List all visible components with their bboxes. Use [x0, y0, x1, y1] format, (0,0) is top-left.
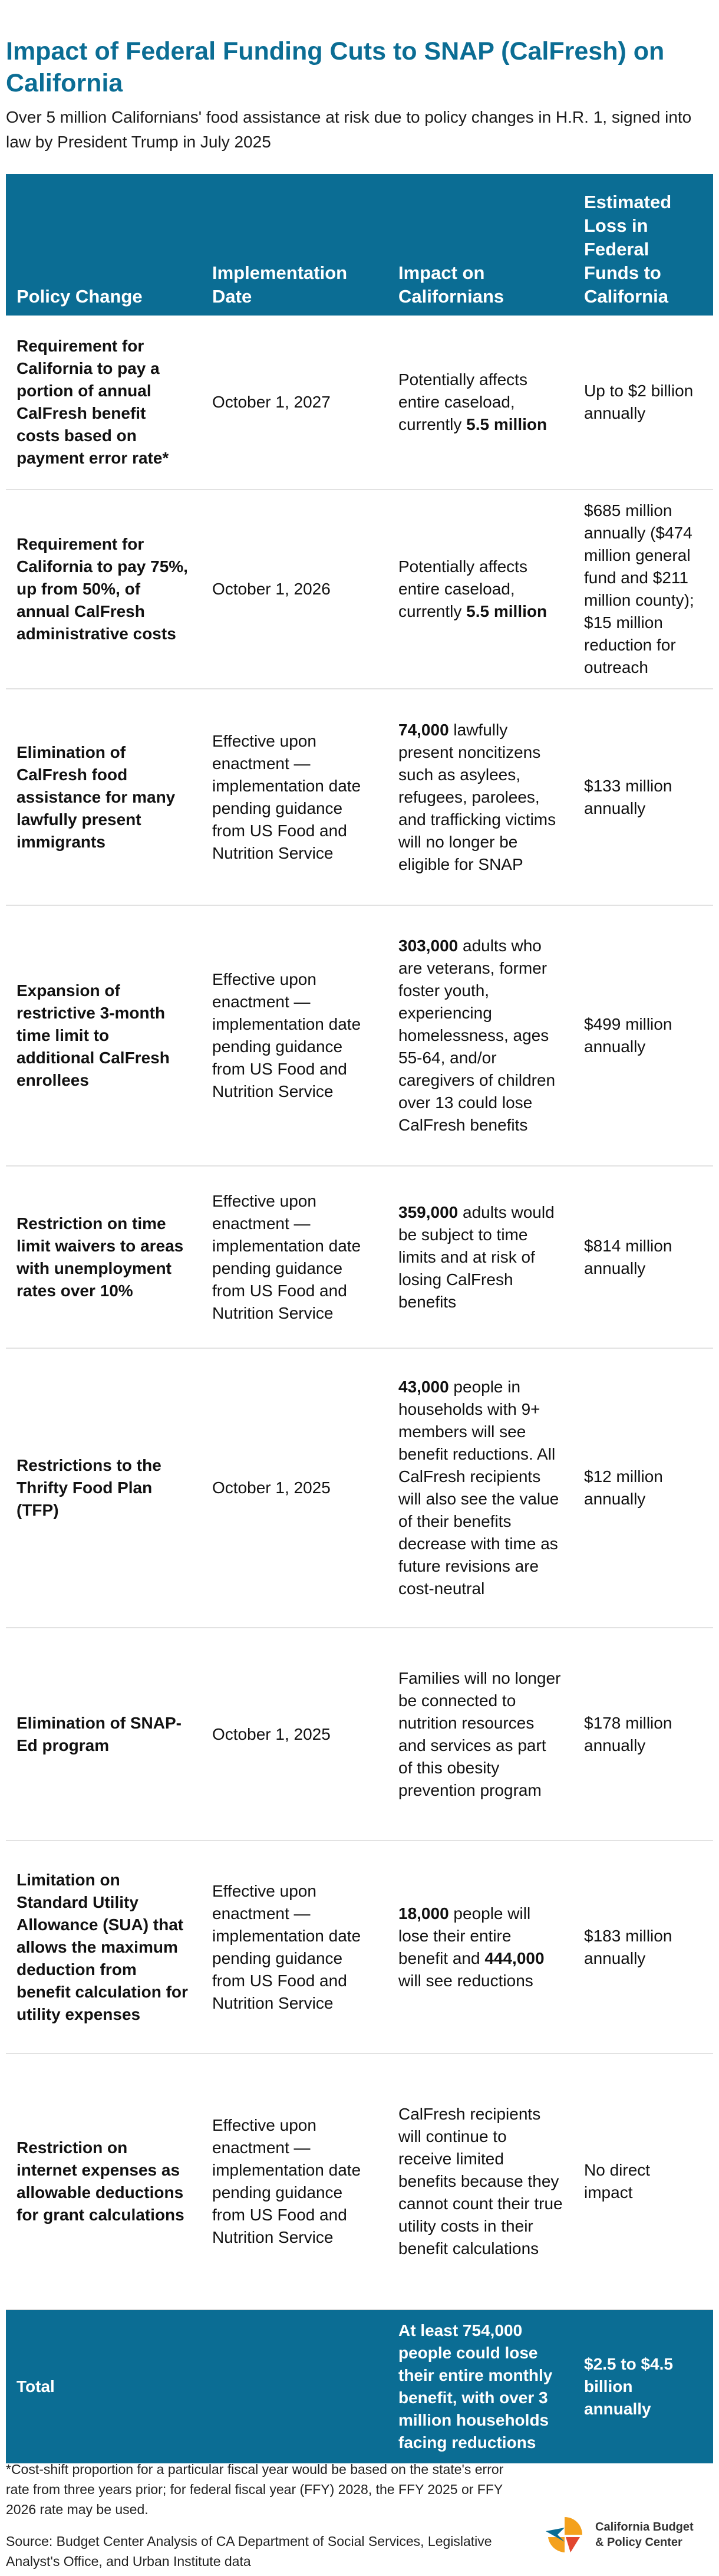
- impact-text: adults would be subject to time limits and at risk of losing CalFresh benefits: [398, 1202, 555, 1311]
- impact-number: 74,000: [398, 720, 449, 739]
- policy-cell: Elimination of CalFresh food assistance for many lawfully present immigrants: [6, 689, 202, 905]
- impact-text: lawfully present noncitizens such as asylees, refugees, parolees, and trafficking victims will no longer be eligible for SNAP: [398, 720, 556, 873]
- impact-cell: [388, 1841, 573, 2053]
- table-row: [6, 316, 713, 489]
- impact-text: Families will no longer be connected to nutrition resources and services as part of this obesity prevention program: [398, 1668, 561, 1799]
- impact-text: Potentially affects entire caseload, currently: [398, 557, 527, 620]
- date-cell: October 1, 2025: [202, 1348, 388, 1628]
- date-cell: October 1, 2025: [202, 1628, 388, 1841]
- logo-text: [595, 2519, 713, 2550]
- table-row: [6, 1841, 713, 2053]
- impact-cell: [388, 2053, 573, 2309]
- loss-cell: $12 million annually: [573, 1348, 713, 1628]
- loss-cell: No direct impact: [573, 2053, 713, 2309]
- header-policy-change: Policy Change: [6, 174, 202, 316]
- impact-number: 359,000: [398, 1202, 459, 1221]
- policy-cell: Elimination of SNAP-Ed program: [6, 1628, 202, 1841]
- impact-number: 303,000: [398, 937, 459, 955]
- logo-mark-icon: [541, 2513, 588, 2556]
- header-impact: Impact on Californians: [388, 174, 573, 316]
- table-row: [6, 1166, 713, 1348]
- table-row: [6, 1348, 713, 1628]
- footnote: *Cost-shift proportion for a particular fiscal year would be based on the state's error rate from three years prior; for federal fiscal year (FFY) 2028, the FFY 2025 or FFY 2026 rate may be used.: [6, 2462, 504, 2517]
- page-title: Impact of Federal Funding Cuts to SNAP (CalFresh) on California: [6, 37, 665, 97]
- loss-cell: $178 million annually: [573, 1628, 713, 1841]
- impact-text: Potentially affects entire caseload, currently: [398, 370, 527, 433]
- policy-cell: Restriction on time limit waivers to areas with unemployment rates over 10%: [6, 1166, 202, 1348]
- total-loss: $2.5 to $4.5 billion annually: [573, 2309, 713, 2463]
- funding-cuts-table: [6, 174, 713, 2463]
- policy-cell: Restrictions to the Thrifty Food Plan (TFP): [6, 1348, 202, 1628]
- loss-cell: $814 million annually: [573, 1166, 713, 1348]
- date-cell: Effective upon enactment — implementation date pending guidance from US Food and Nutrition Service: [202, 1841, 388, 2053]
- loss-cell: Up to $2 billion annually: [573, 316, 713, 489]
- impact-cell: [388, 1348, 573, 1628]
- impact-number: 43,000: [398, 1378, 449, 1396]
- policy-cell: Limitation on Standard Utility Allowance (SUA) that allows the maximum deduction from benefit calculation for utility expenses: [6, 1841, 202, 2053]
- loss-cell: $183 million annually: [573, 1841, 713, 2053]
- impact-text: people will lose their entire benefit and: [398, 1904, 531, 1967]
- budget-center-logo: [541, 2513, 712, 2556]
- total-date-cell: [202, 2309, 388, 2463]
- impact-number: 18,000: [398, 1904, 449, 1923]
- impact-text: will see reductions: [398, 1971, 533, 1990]
- source-note: Source: Budget Center Analysis of CA Department of Social Services, Legislative Analyst's Office, and Urban Institute data: [6, 2534, 492, 2569]
- policy-cell: Expansion of restrictive 3-month time limit to additional CalFresh enrollees: [6, 905, 202, 1166]
- impact-text: adults who are veterans, former foster youth, experiencing homelessness, ages 55-64, and/or caregivers of children over 13 could lose CalFresh benefits: [398, 937, 556, 1134]
- date-cell: Effective upon enactment — implementation date pending guidance from US Food and Nutrition Service: [202, 905, 388, 1166]
- loss-cell: $133 million annually: [573, 689, 713, 905]
- table-header-row: [6, 174, 713, 316]
- date-cell: October 1, 2027: [202, 316, 388, 489]
- table-row: [6, 689, 713, 905]
- impact-cell: [388, 1628, 573, 1841]
- table-row: [6, 2053, 713, 2309]
- impact-number: 5.5 million: [466, 602, 548, 620]
- impact-cell: [388, 1166, 573, 1348]
- impact-text: CalFresh recipients will continue to receive limited benefits because they cannot count their true utility costs in their benefit calculations: [398, 2105, 563, 2258]
- table-row: [6, 489, 713, 689]
- loss-cell: $685 million annually ($474 million general fund and $211 million county); $15 million reduction for outreach: [573, 489, 713, 689]
- impact-cell: [388, 489, 573, 689]
- date-cell: Effective upon enactment — implementation date pending guidance from US Food and Nutrition Service: [202, 1166, 388, 1348]
- impact-number: 444,000: [484, 1949, 545, 1967]
- table-row: [6, 1628, 713, 1841]
- total-row: [6, 2309, 713, 2463]
- impact-cell: [388, 905, 573, 1166]
- logo-line-2: & Policy Center: [595, 2536, 682, 2549]
- table-row: [6, 905, 713, 1166]
- policy-cell: Requirement for California to pay a portion of annual CalFresh benefit costs based on payment error rate*: [6, 316, 202, 489]
- impact-cell: [388, 316, 573, 489]
- total-impact: At least 754,000 people could lose their entire monthly benefit, with over 3 million households facing reductions: [388, 2309, 573, 2463]
- impact-text: people in households with 9+ members will see benefit reductions. All CalFresh recipients will also see the value of their benefits decrease with time as future revisions are cost-neutral: [398, 1378, 559, 1598]
- policy-cell: Restriction on internet expenses as allowable deductions for grant calculations: [6, 2053, 202, 2309]
- policy-cell: Requirement for California to pay 75%, up from 50%, of annual CalFresh administrative costs: [6, 489, 202, 689]
- page-subtitle: Over 5 million Californians' food assistance at risk due to policy changes in H.R. 1, signed into law by President Trump in July 2025: [6, 108, 692, 151]
- loss-cell: $499 million annually: [573, 905, 713, 1166]
- logo-line-1: California Budget: [595, 2521, 694, 2534]
- impact-cell: [388, 689, 573, 905]
- date-cell: Effective upon enactment — implementation date pending guidance from US Food and Nutrition Service: [202, 2053, 388, 2309]
- header-implementation-date: Implementation Date: [202, 174, 388, 316]
- header-estimated-loss: Estimated Loss in Federal Funds to California: [573, 174, 713, 316]
- date-cell: October 1, 2026: [202, 489, 388, 689]
- impact-number: 5.5 million: [466, 415, 548, 433]
- total-label: Total: [6, 2309, 202, 2463]
- date-cell: Effective upon enactment — implementation date pending guidance from US Food and Nutrition Service: [202, 689, 388, 905]
